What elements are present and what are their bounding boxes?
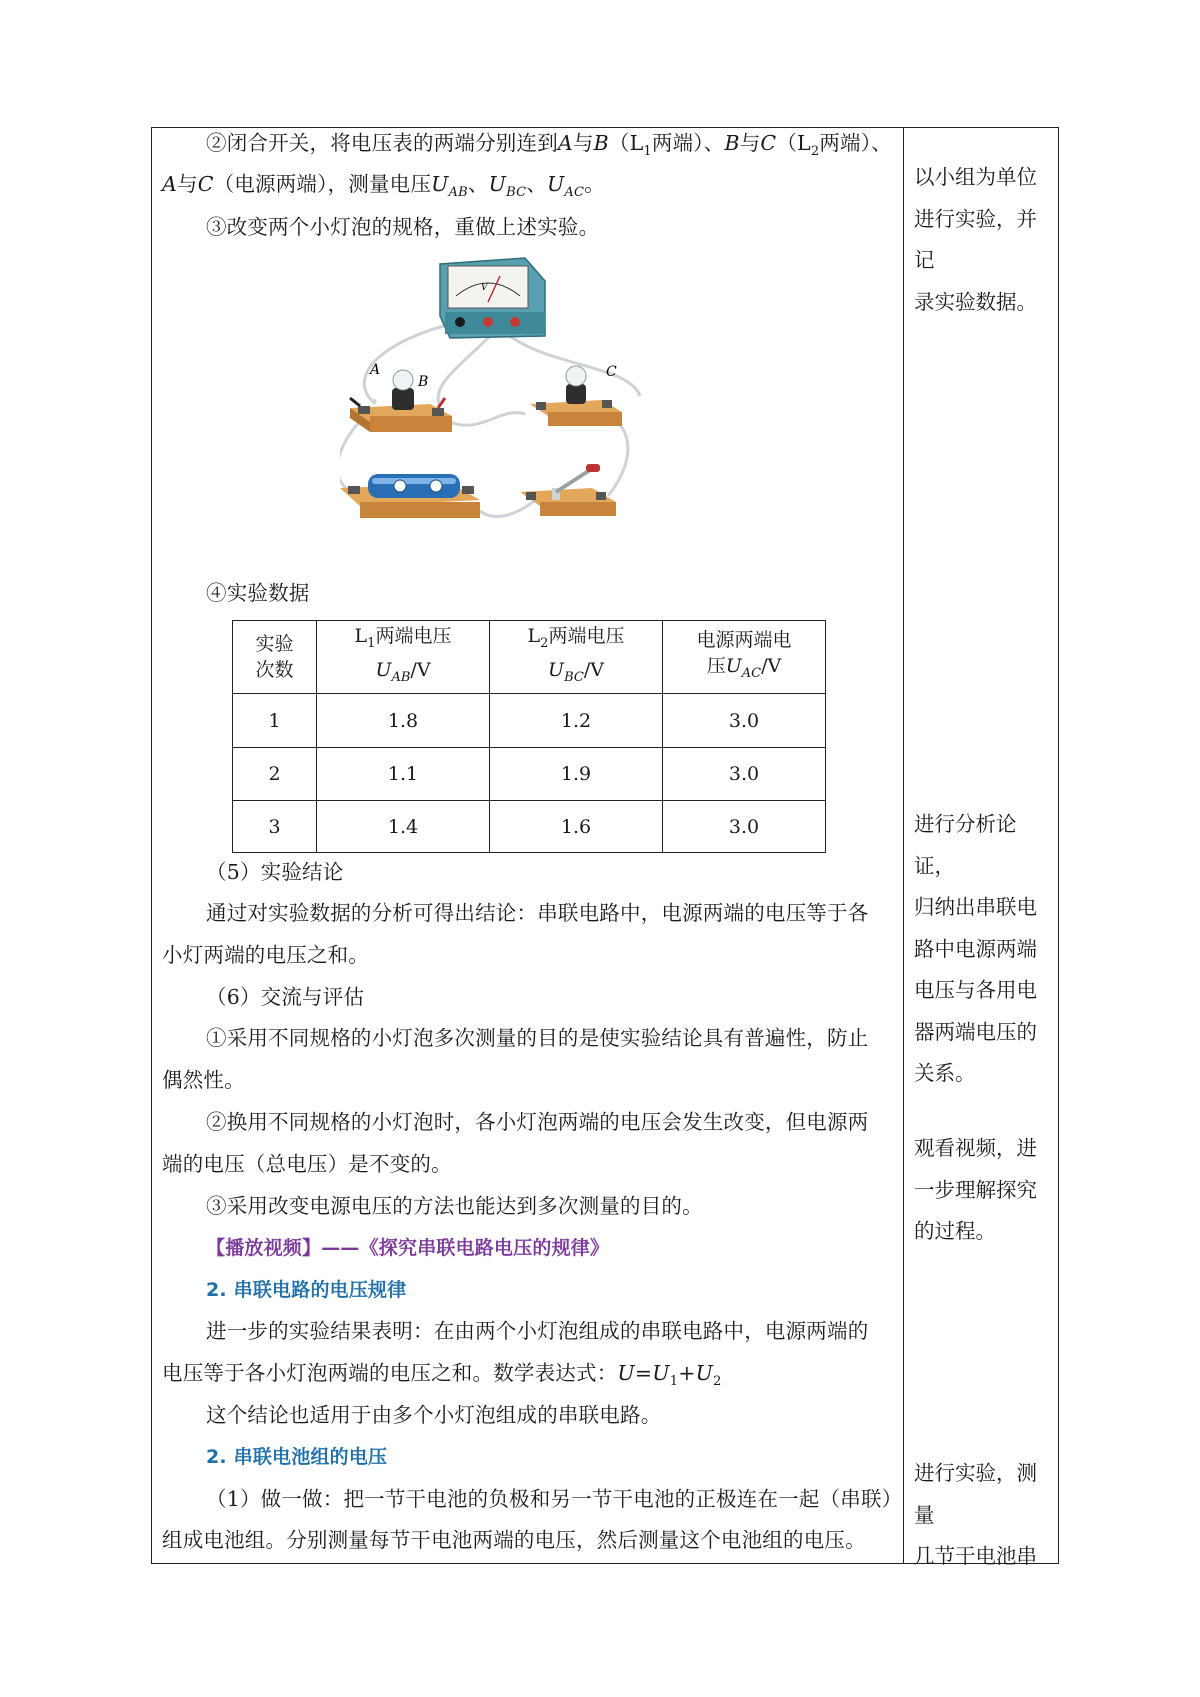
side-note-battery: 进行实验，测量 几节干电池串: [914, 1461, 1037, 1568]
conclusion-heading: （5）实验结论: [206, 860, 344, 884]
video-link[interactable]: 【播放视频】——《探究串联电路电压的规律》: [206, 1237, 610, 1259]
table-cell: 1.6: [490, 801, 663, 853]
eval1-line1: ①采用不同规格的小灯泡多次测量的目的是使实验结论具有普遍性，防止: [206, 1026, 869, 1050]
eval2-line1: ②换用不同规格的小灯泡时，各小灯泡两端的电压会发生改变，但电源两: [206, 1110, 869, 1134]
voltmeter: [440, 258, 545, 338]
table-cell: 1.2: [490, 694, 663, 748]
table-row: [233, 694, 826, 748]
heading-voltage-law: 2. 串联电路的电压规律: [206, 1279, 407, 1301]
wire: [438, 336, 490, 406]
battery-board: [340, 474, 480, 518]
eval1-line2: 偶然性。: [162, 1068, 245, 1092]
eval2-line2: 端的电压（总电压）是不变的。: [162, 1152, 452, 1176]
table-cell: 1: [233, 694, 317, 748]
circuit-illustration: [340, 256, 720, 556]
side-note-analysis: 进行分析论证， 归纳出串联电 路中电源两端 电压与各用电 器两端电压的 关系。: [914, 812, 1037, 1085]
table-row: [233, 748, 826, 801]
header-trial-count: 实验 次数: [233, 621, 317, 694]
label-a: A: [370, 362, 381, 378]
law-line1: 进一步的实验结果表明：在由两个小灯泡组成的串联电路中，电源两端的: [206, 1319, 869, 1343]
wire: [448, 413, 525, 426]
data-table: [232, 620, 826, 853]
law-line2: 电压等于各小灯泡两端的电压之和。数学表达式：$U=U_1+U_2$: [162, 1361, 722, 1390]
header-l1-voltage: $L_1$两端电压 $U_{AB}/V$: [317, 621, 490, 694]
table-cell: 3: [233, 801, 317, 853]
table-cell: 3.0: [663, 694, 826, 748]
side-note-video: 观看视频，进 一步理解探究 的过程。: [914, 1136, 1037, 1243]
wire: [340, 421, 360, 496]
eval-heading: （6）交流与评估: [206, 985, 365, 1009]
table-header-row: [233, 621, 826, 694]
conclusion-line2: 小灯两端的电压之和。: [162, 943, 369, 967]
table-cell: 1.9: [490, 748, 663, 801]
table-cell: 3.0: [663, 801, 826, 853]
header-source-voltage: 电源两端电 压$U_{AC}/V$: [663, 621, 826, 694]
battery-line1: （1）做一做：把一节干电池的负极和另一节干电池的正极连在一起（串联）: [206, 1487, 903, 1511]
meter-unit-label: V: [481, 283, 488, 293]
switch-board: [520, 464, 616, 516]
table-cell: 2: [233, 748, 317, 801]
battery-line2: 组成电池组。分别测量每节干电池两端的电压，然后测量这个电池组的电压。: [162, 1528, 866, 1552]
side-note-group-experiment: 以小组为单位 进行实验，并记 录实验数据。: [914, 165, 1037, 314]
table-cell: 1.1: [317, 748, 490, 801]
step3-text: ③改变两个小灯泡的规格，重做上述实验。: [206, 215, 600, 239]
heading-battery-voltage: 2. 串联电池组的电压: [206, 1446, 388, 1468]
table-cell: 1.8: [317, 694, 490, 748]
step2-line2: A与C（电源两端），测量电压$U_{AB}$、$U_{BC}$、$U_{AC}$。: [162, 172, 605, 201]
label-b: B: [418, 374, 429, 390]
conclusion-line1: 通过对实验数据的分析可得出结论：串联电路中，电源两端的电压等于各: [206, 901, 869, 925]
label-c: C: [606, 364, 617, 380]
column-divider: [903, 127, 904, 1564]
step4-text: ④实验数据: [206, 581, 310, 605]
table-cell: 3.0: [663, 748, 826, 801]
table-cell: 1.4: [317, 801, 490, 853]
eval3-text: ③采用改变电源电压的方法也能达到多次测量的目的。: [206, 1194, 703, 1218]
table-row: [233, 801, 826, 853]
step2-line1: ②闭合开关，将电压表的两端分别连到A与$B(L_1$两端）、B与$C(L_2$两端）、: [206, 131, 892, 160]
law-line3: 这个结论也适用于由多个小灯泡组成的串联电路。: [206, 1403, 662, 1427]
wire: [602, 414, 628, 496]
header-l2-voltage: $L_2$两端电压 $U_{BC}/V$: [490, 621, 663, 694]
